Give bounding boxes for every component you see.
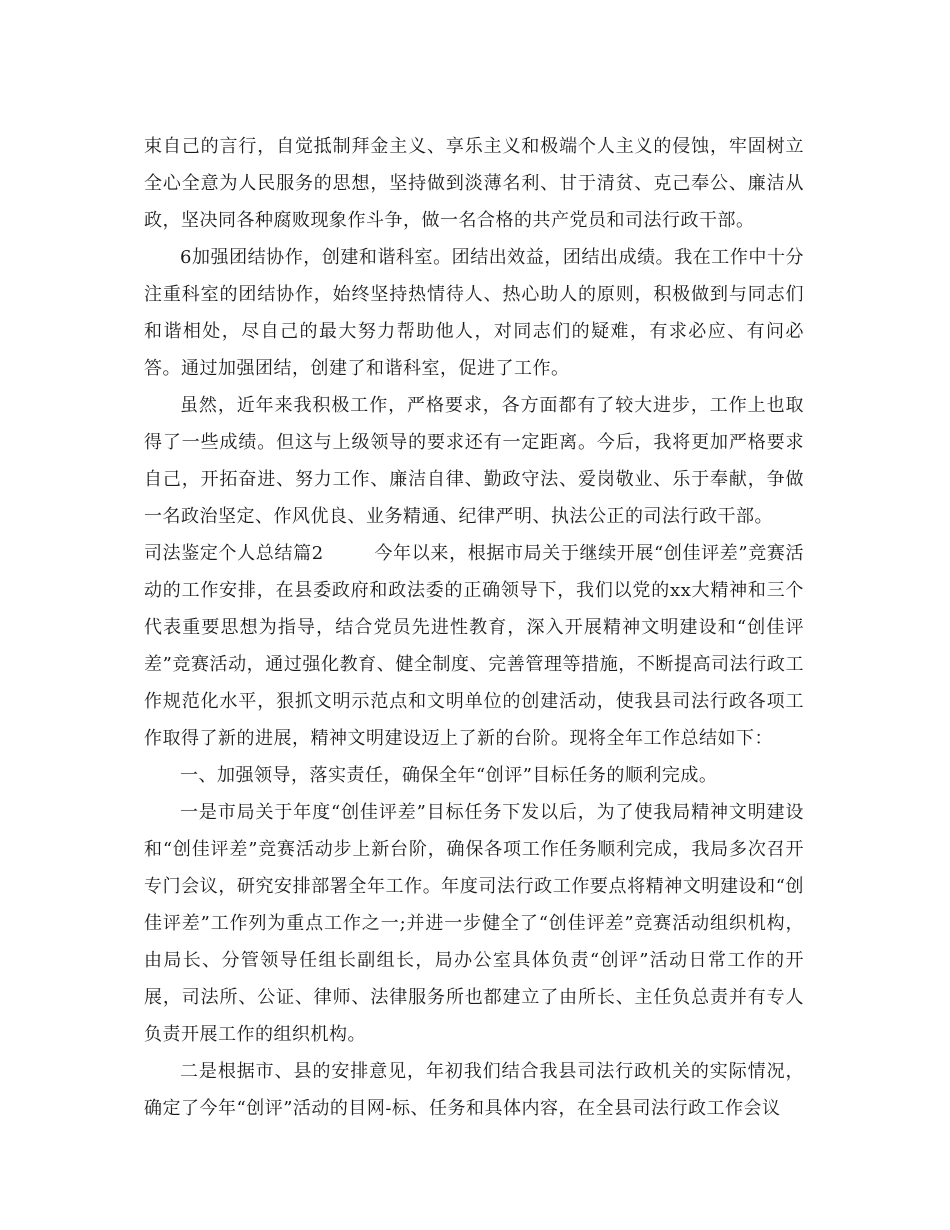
document-body (144, 128, 804, 1127)
paragraph-3: 虽然，近年来我积极工作，严格要求，各方面都有了较大进步，工作上也取得了一些成绩。但这与上级领导的要求还有一定距离。今后，我将更加严格要求自己，开拓奋进、努力工作、廉洁自律、勤政守法、爱岗敬业、乐于奉献，争做一名政治坚定、作风优良、业务精通、纪律严明、执法公正的司法行政干部。 (144, 395, 804, 527)
section-heading: 司法鉴定个人总结篇2 (144, 543, 324, 564)
heading-gap (324, 543, 375, 564)
paragraph-4-text: 今年以来，根据市局关于继续开展“创佳评差”竞赛活动的工作安排，在县委政府和政法委的正确领导下，我们以党的xx大精神和三个代表重要思想为指导，结合党员先进性教育，深入开展精神文明建设和“创佳评差”竞赛活动，通过强化教育、健全制度、完善管理等措施，不断提高司法行政工作规范化水平，狠抓文明示范点和文明单位的创建活动，使我县司法行政各项工作取得了新的进展，精神文明建设迈上了新的台阶。现将全年工作总结如下： (144, 543, 805, 749)
paragraph-7: 二是根据市、县的安排意见，年初我们结合我县司法行政机关的实际情况，确定了今年“创评”活动的目网-标、任务和具体内容，在全县司法行政工作会议 (144, 1061, 804, 1119)
paragraph-2: 6加强团结协作，创建和谐科室。团结出效益，团结出成绩。我在工作中十分注重科室的团结协作，始终坚持热情待人、热心助人的原则，积极做到与同志们和谐相处，尽自己的最大努力帮助他人，对同志们的疑难，有求必应、有问必答。通过加强团结，创建了和谐科室，促进了工作。 (144, 247, 804, 379)
paragraph-6: 一是市局关于年度“创佳评差”目标任务下发以后，为了使我局精神文明建设和“创佳评差”竞赛活动步上新台阶，确保各项工作任务顺利完成，我局多次召开专门会议，研究安排部署全年工作。年度司法行政工作要点将精神文明建设和“创佳评差”工作列为重点工作之一;并进一步健全了“创佳评差”竞赛活动组织机构，由局长、分管领导任组长副组长，局办公室具体负责“创评”活动日常工作的开展，司法所、公证、律师、法律服务所也都建立了由所长、主任负总责并有专人负责开展工作的组织机构。 (144, 802, 804, 1045)
paragraph-5: 一、加强领导，落实责任，确保全年“创评”目标任务的顺利完成。 (180, 765, 718, 786)
paragraph-1: 束自己的言行，自觉抵制拜金主义、享乐主义和极端个人主义的侵蚀，牢固树立全心全意为人民服务的思想，坚持做到淡薄名利、甘于清贫、克己奉公、廉洁从政，坚决同各种腐败现象作斗争，做一名合格的共产党员和司法行政干部。 (144, 136, 804, 231)
paragraph-4 (144, 535, 804, 757)
